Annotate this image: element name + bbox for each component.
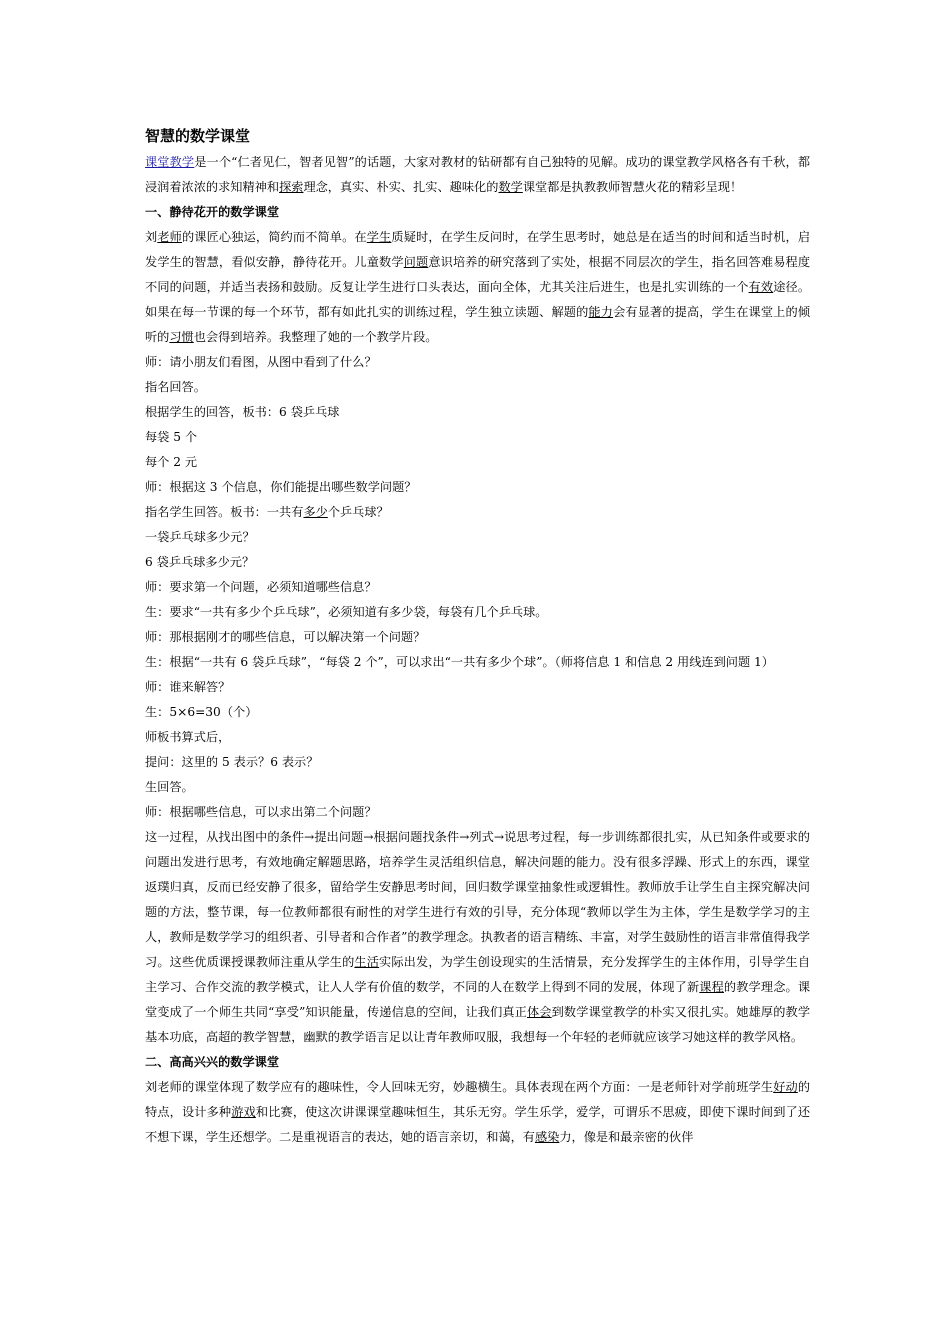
- document-page: [145, 126, 810, 1150]
- keyword-life[interactable]: 生活: [354, 955, 380, 969]
- keyword-math[interactable]: 数学: [498, 180, 523, 194]
- dialogue-line: 师：根据这 3 个信息，你们能提出哪些数学问题？: [145, 480, 417, 494]
- dialogue-line: 一袋乒乓球多少元？: [145, 530, 255, 544]
- dialogue-line: 指名回答。: [145, 380, 206, 394]
- section-1-heading: 一、静待花开的数学课堂: [145, 205, 280, 219]
- dialogue-line: 生：根据“一共有 6 袋乒乓球”，“每袋 2 个”，可以求出“一共有多少个球”。（师将信息 1 和信息 2 用线连到问题 1）: [145, 655, 774, 669]
- dialogue-line: 师：那根据刚才的哪些信息，可以解决第一个问题？: [145, 630, 426, 644]
- section-2-heading: 二、高高兴兴的数学课堂: [145, 1055, 280, 1069]
- keyword-habit[interactable]: 习惯: [169, 330, 194, 344]
- dialogue-line: 师：要求第一个问题，必须知道哪些信息？: [145, 580, 377, 594]
- dialogue-line: 师板书算式后，: [145, 730, 231, 744]
- keyword-problem[interactable]: 问题: [403, 255, 429, 269]
- dialogue-line: 指名学生回答。板书：一共有多少个乒乓球？: [145, 505, 389, 519]
- dialogue-line: 每袋 5 个: [145, 430, 198, 444]
- keyword-appeal[interactable]: 感染: [535, 1130, 560, 1144]
- link-classroom-teaching[interactable]: 课堂教学: [145, 155, 195, 169]
- intro-paragraph: 课堂教学是一个“仁者见仁，智者见智”的话题，大家对教材的钻研都有自己独特的见解。成功的课堂教学风格各有千秋，都浸润着浓浓的求知精神和探索理念，真实、朴实、扎实、趣味化的数学课堂都是执教教师智慧火花的精彩呈现！: [145, 155, 811, 194]
- keyword-how-many[interactable]: 多少: [303, 505, 328, 519]
- dialogue-line: 根据学生的回答，板书：6 袋乒乓球: [145, 405, 340, 419]
- keyword-game[interactable]: 游戏: [231, 1105, 256, 1119]
- keyword-ability[interactable]: 能力: [588, 305, 614, 319]
- keyword-experience[interactable]: 体会: [527, 1005, 552, 1019]
- keyword-teacher[interactable]: 老师: [157, 230, 182, 244]
- dialogue-line: 师：根据哪些信息，可以求出第二个问题？: [145, 805, 377, 819]
- dialogue-line: 生：5×6=30（个）: [145, 705, 258, 719]
- section-2-paragraph-1: 刘老师的课堂体现了数学应有的趣味性，令人回味无穷，妙趣横生。具体表现在两个方面：一是老师针对学前班学生好动的特点，设计多种游戏和比赛，使这次讲课课堂趣味恒生，其乐无穷。学生乐学，爱学，可谓乐不思疲，即使下课时间到了还不想下课，学生还想学。二是重视语言的表达，她的语言亲切，和蔼，有感染力，像是和最亲密的伙伴: [145, 1080, 811, 1144]
- keyword-curriculum[interactable]: 课程: [699, 980, 724, 994]
- keyword-effective[interactable]: 有效: [748, 280, 774, 294]
- dialogue-line: 生：要求“一共有多少个乒乓球”，必须知道有多少袋，每袋有几个乒乓球。: [145, 605, 548, 619]
- dialogue-line: 每个 2 元: [145, 455, 198, 469]
- keyword-active[interactable]: 好动: [773, 1080, 798, 1094]
- keyword-student[interactable]: 学生: [366, 230, 392, 244]
- document-title: 智慧的数学课堂: [145, 127, 251, 145]
- dialogue-line: 6 袋乒乓球多少元？: [145, 555, 255, 569]
- dialogue-line: 师：请小朋友们看图，从图中看到了什么？: [145, 355, 377, 369]
- section-1-paragraph-1: 刘老师的课匠心独运，简约而不简单。在学生质疑时，在学生反问时，在学生思考时，她总是在适当的时间和适当时机，启发学生的智慧，看似安静，静待花开。儿童数学问题意识培养的研究落到了实处，根据不同层次的学生，指名回答难易程度不同的问题，并适当表扬和鼓励。反复让学生进行口头表达，面向全体，尤其关注后进生，也是扎实训练的一个有效途径。如果在每一节课的每一个环节，都有如此扎实的训练过程，学生独立读题、解题的能力会有显著的提高，学生在课堂上的倾听的习惯也会得到培养。我整理了她的一个教学片段。: [145, 230, 811, 344]
- dialogue-line: 师：谁来解答？: [145, 680, 231, 694]
- dialogue-line: 生回答。: [145, 780, 194, 794]
- section-1-paragraph-2: 这一过程，从找出图中的条件→提出问题→根据问题找条件→列式→说思考过程，每一步训练都很扎实，从已知条件或要求的问题出发进行思考，有效地确定解题思路，培养学生灵活组织信息，解决问题的能力。没有很多浮躁、形式上的东西，课堂返璞归真，反而已经安静了很多，留给学生安静思考时间，回归数学课堂抽象性或逻辑性。教师放手让学生自主探究解决问题的方法，整节课，每一位教师都很有耐性的对学生进行有效的引导，充分体现“教师以学生为主体，学生是数学学习的主人，教师是数学学习的组织者、引导者和合作者”的教学理念。执教者的语言精练、丰富，对学生鼓励性的语言非常值得我学习。这些优质课授课教师注重从学生的生活实际出发，为学生创设现实的生活情景，充分发挥学生的主体作用，引导学生自主学习、合作交流的教学模式，让人人学有价值的数学，不同的人在数学上得到不同的发展，体现了新课程的教学理念。课堂变成了一个师生共同“享受”知识能量，传递信息的空间，让我们真正体会到数学课堂教学的朴实又很扎实。她雄厚的教学基本功底，高超的教学智慧，幽默的教学语言足以让青年教师叹服，我想每一个年轻的老师就应该学习她这样的教学风格。: [145, 830, 811, 1044]
- dialogue-line: 提问：这里的 5 表示？6 表示？: [145, 755, 319, 769]
- keyword-explore[interactable]: 探索: [279, 180, 304, 194]
